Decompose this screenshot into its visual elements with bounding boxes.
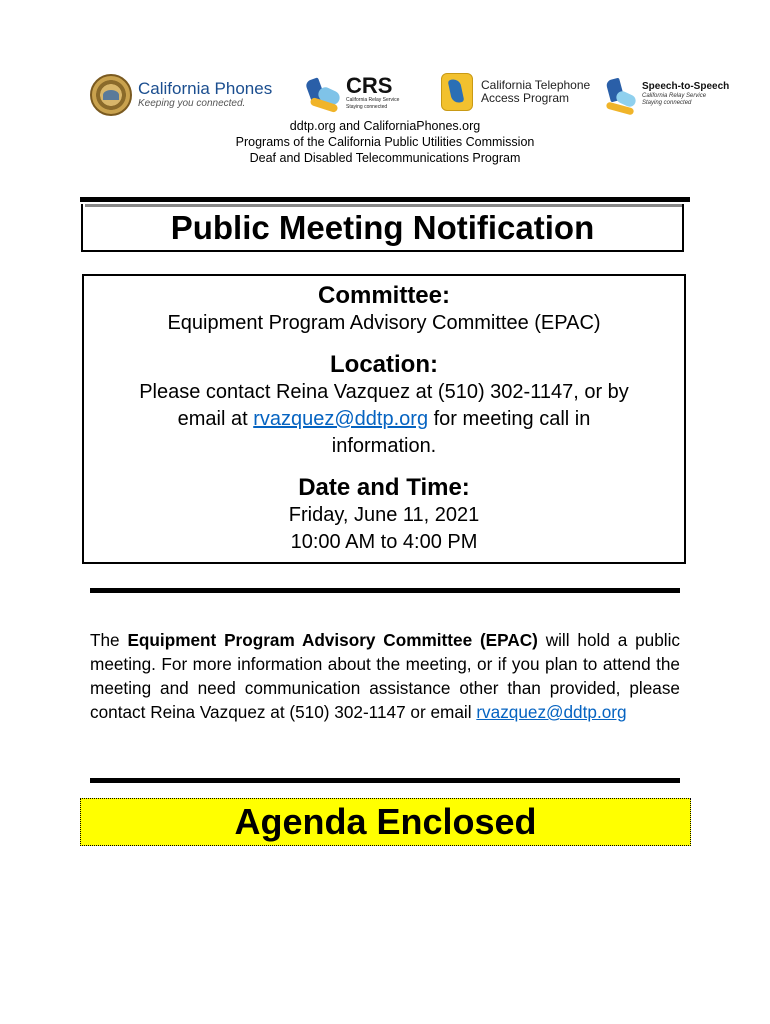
crs-subtitle: California Relay Service	[346, 97, 400, 103]
ctap-line-1: California Telephone	[481, 78, 591, 92]
sts-swoosh-icon	[604, 75, 638, 113]
notification-title-box	[81, 204, 684, 252]
sts-tagline: Staying connected	[642, 100, 692, 106]
california-phones-tagline: Keeping you connected.	[138, 98, 246, 109]
crs-logo	[306, 70, 406, 116]
agenda-banner	[80, 798, 691, 846]
location-heading: Location:	[330, 351, 438, 378]
separator-rule-1	[90, 588, 680, 593]
california-state-icon	[441, 73, 473, 111]
program-header	[0, 118, 770, 166]
committee-name-bold: Equipment Program Advisory Committee (EPAC)	[127, 630, 538, 650]
meeting-date: Friday, June 11, 2021	[288, 504, 480, 526]
california-seal-icon	[90, 74, 132, 116]
agenda-label: Agenda Enclosed	[234, 801, 537, 842]
ctap-line-2: Access Program	[481, 91, 570, 105]
location-text-2: email at rvazquez@ddtp.org for meeting call in	[177, 408, 591, 430]
committee-value: Equipment Program Advisory Committee (EPAC)	[167, 312, 601, 334]
datetime-heading: Date and Time:	[298, 474, 470, 501]
location-text-3: information.	[331, 435, 437, 457]
crs-swoosh-icon	[306, 73, 342, 113]
ctap-logo	[441, 72, 591, 112]
commission-line: Programs of the California Public Utilities Commission	[235, 135, 535, 149]
california-phones-logo	[90, 70, 280, 120]
title-top-rule	[80, 197, 690, 202]
speech-to-speech-logo	[604, 72, 734, 116]
meeting-description: The Equipment Program Advisory Committee (EPAC) will hold a public meeting. For more information about the meeting, or if you plan to attend the meeting and need communication assistance other than provided, please contact Reina Vazquez at (510) 302-1147 or email rvazquez@ddtp.org	[90, 630, 680, 722]
location-email-link[interactable]: rvazquez@ddtp.org	[253, 408, 429, 430]
committee-heading: Committee:	[317, 282, 450, 309]
meeting-time: 10:00 AM to 4:00 PM	[290, 531, 478, 553]
sts-subtitle: California Relay Service	[642, 93, 707, 99]
contact-email-link[interactable]: rvazquez@ddtp.org	[476, 702, 627, 722]
california-phones-title: California Phones	[138, 79, 273, 98]
crs-title: CRS	[346, 73, 393, 98]
sts-title: Speech-to-Speech	[642, 81, 730, 92]
websites-line: ddtp.org and CaliforniaPhones.org	[289, 119, 481, 133]
meeting-details-box	[82, 274, 686, 564]
page-title: Public Meeting Notification	[170, 209, 595, 246]
separator-rule-2	[90, 778, 680, 783]
location-text-1: Please contact Reina Vazquez at (510) 302-1147, or by	[139, 381, 629, 403]
ddtp-line: Deaf and Disabled Telecommunications Program	[249, 151, 521, 165]
crs-tagline: Staying connected	[346, 104, 388, 110]
